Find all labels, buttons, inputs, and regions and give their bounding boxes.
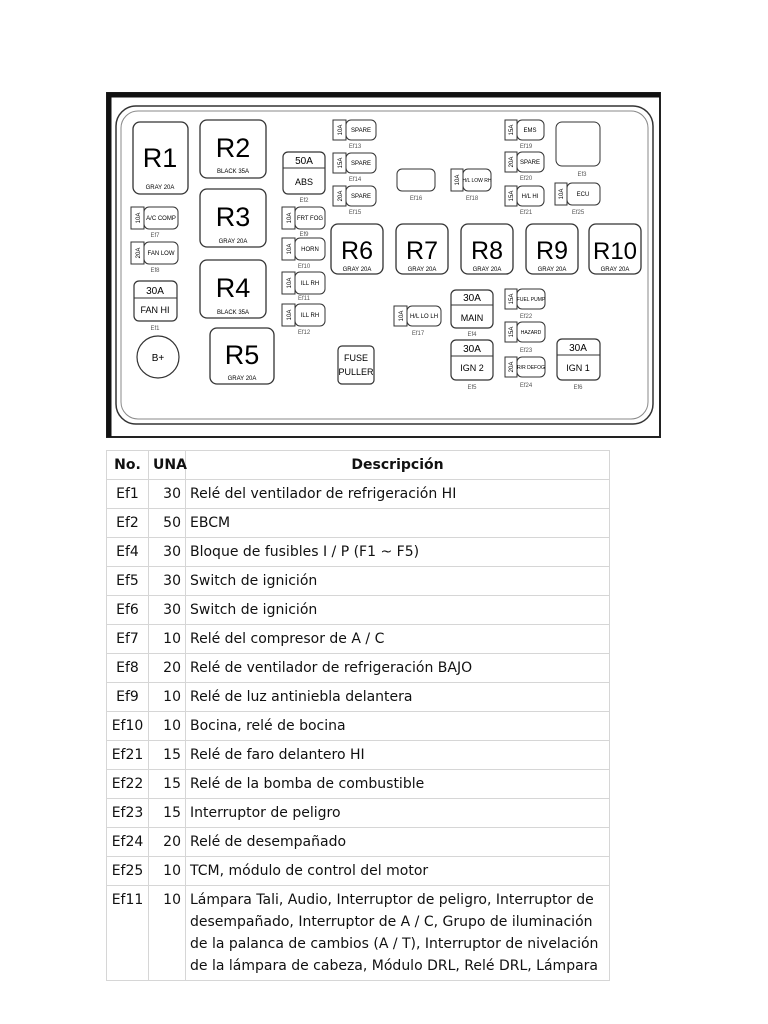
svg-text:Ef25: Ef25 xyxy=(571,210,585,216)
header-amp: UNA xyxy=(149,451,186,480)
svg-text:Ef6: Ef6 xyxy=(573,385,583,391)
table-row xyxy=(107,741,610,770)
cell-description: Relé de desempañado xyxy=(186,828,610,857)
table-row xyxy=(107,596,610,625)
svg-text:20A: 20A xyxy=(509,156,515,168)
table-row xyxy=(107,712,610,741)
svg-text:Ef14: Ef14 xyxy=(348,177,362,183)
cell-description: EBCM xyxy=(186,509,610,538)
svg-text:MAIN: MAIN xyxy=(460,313,484,323)
svg-text:H/L LOW RH: H/L LOW RH xyxy=(462,178,492,184)
cell-no: Ef4 xyxy=(107,538,149,567)
svg-text:ECU: ECU xyxy=(576,192,590,198)
svg-text:R2: R2 xyxy=(215,133,251,163)
table-row xyxy=(107,567,610,596)
svg-text:GRAY 20A: GRAY 20A xyxy=(472,267,502,273)
svg-text:10A: 10A xyxy=(287,277,293,289)
cell-description: Relé del compresor de A / C xyxy=(186,625,610,654)
svg-text:30A: 30A xyxy=(463,344,481,355)
svg-text:Ef10: Ef10 xyxy=(297,264,311,270)
cell-amp: 10 xyxy=(149,625,186,654)
svg-text:B+: B+ xyxy=(151,353,165,364)
table-row xyxy=(107,509,610,538)
cell-no: Ef6 xyxy=(107,596,149,625)
header-no: No. xyxy=(107,451,149,480)
svg-text:A/C COMP: A/C COMP xyxy=(146,216,176,222)
cell-no: Ef2 xyxy=(107,509,149,538)
svg-text:Ef19: Ef19 xyxy=(519,144,533,150)
cell-no: Ef7 xyxy=(107,625,149,654)
cell-amp: 15 xyxy=(149,770,186,799)
svg-text:10A: 10A xyxy=(287,243,293,255)
cell-no: Ef10 xyxy=(107,712,149,741)
svg-text:Ef11: Ef11 xyxy=(298,296,310,302)
svg-text:10A: 10A xyxy=(559,188,565,200)
svg-text:R4: R4 xyxy=(215,273,251,303)
svg-text:Ef17: Ef17 xyxy=(411,331,425,337)
cell-amp: 30 xyxy=(149,596,186,625)
relay-r10 xyxy=(589,224,641,274)
svg-text:GRAY 20A: GRAY 20A xyxy=(218,239,248,245)
cell-no: Ef5 xyxy=(107,567,149,596)
cell-description: Switch de ignición xyxy=(186,567,610,596)
relay-r9 xyxy=(526,224,578,274)
svg-text:10A: 10A xyxy=(399,310,405,322)
svg-text:FAN LOW: FAN LOW xyxy=(147,251,175,257)
svg-text:GRAY 20A: GRAY 20A xyxy=(600,267,630,273)
svg-text:R6: R6 xyxy=(341,237,373,265)
svg-text:Ef7: Ef7 xyxy=(150,233,160,239)
cell-amp: 30 xyxy=(149,567,186,596)
table-row xyxy=(107,770,610,799)
cell-amp: 20 xyxy=(149,654,186,683)
svg-text:Ef21: Ef21 xyxy=(519,210,533,216)
cell-no: Ef9 xyxy=(107,683,149,712)
svg-text:R10: R10 xyxy=(592,238,638,265)
svg-text:R5: R5 xyxy=(224,340,260,370)
svg-text:FAN HI: FAN HI xyxy=(140,305,170,315)
svg-text:50A: 50A xyxy=(295,156,313,167)
table-header-row xyxy=(107,451,610,480)
svg-text:30A: 30A xyxy=(569,343,587,354)
svg-text:GRAY 20A: GRAY 20A xyxy=(227,376,257,382)
table-row xyxy=(107,799,610,828)
svg-text:10A: 10A xyxy=(287,212,293,224)
svg-text:15A: 15A xyxy=(509,326,515,338)
svg-text:FUSE: FUSE xyxy=(343,353,369,363)
svg-text:GRAY 20A: GRAY 20A xyxy=(342,267,372,273)
svg-text:R/R DEFOG: R/R DEFOG xyxy=(517,365,545,371)
cell-description: Relé de luz antiniebla delantera xyxy=(186,683,610,712)
cell-amp: 30 xyxy=(149,538,186,567)
svg-text:PULLER: PULLER xyxy=(338,367,374,377)
cell-no: Ef1 xyxy=(107,480,149,509)
cell-amp: 10 xyxy=(149,857,186,886)
relay-r3 xyxy=(200,189,266,247)
cell-no: Ef22 xyxy=(107,770,149,799)
cell-description: Bocina, relé de bocina xyxy=(186,712,610,741)
cell-amp: 20 xyxy=(149,828,186,857)
svg-text:SPARE: SPARE xyxy=(351,194,371,200)
svg-text:10A: 10A xyxy=(287,309,293,321)
svg-text:Ef5: Ef5 xyxy=(467,385,477,391)
cell-no: Ef24 xyxy=(107,828,149,857)
svg-text:Ef2: Ef2 xyxy=(299,198,309,204)
svg-text:HAZARD: HAZARD xyxy=(520,330,542,336)
cell-amp: 10 xyxy=(149,712,186,741)
table-row xyxy=(107,480,610,509)
svg-text:Ef15: Ef15 xyxy=(348,210,362,216)
cell-amp: 10 xyxy=(149,683,186,712)
svg-text:R9: R9 xyxy=(536,237,568,265)
cell-amp: 50 xyxy=(149,509,186,538)
svg-text:GRAY 20A: GRAY 20A xyxy=(145,185,175,191)
svg-text:Ef12: Ef12 xyxy=(297,330,311,336)
svg-text:GRAY 20A: GRAY 20A xyxy=(407,267,437,273)
cell-description: Switch de ignición xyxy=(186,596,610,625)
svg-text:Ef1: Ef1 xyxy=(150,326,160,332)
cell-description: Relé de faro delantero HI xyxy=(186,741,610,770)
svg-text:ILL RH: ILL RH xyxy=(300,313,320,319)
cell-description: Interruptor de peligro xyxy=(186,799,610,828)
svg-text:20A: 20A xyxy=(136,247,142,259)
svg-text:Ef9: Ef9 xyxy=(299,232,309,238)
table-row xyxy=(107,654,610,683)
svg-text:R1: R1 xyxy=(142,143,178,173)
svg-text:SPARE: SPARE xyxy=(351,161,371,167)
relay-r8 xyxy=(461,224,513,274)
svg-text:IGN 1: IGN 1 xyxy=(566,363,590,373)
svg-text:Ef8: Ef8 xyxy=(150,268,160,274)
cell-description: Bloque de fusibles I / P (F1 ~ F5) xyxy=(186,538,610,567)
cell-amp: 10 xyxy=(149,886,186,981)
svg-text:H/L HI: H/L HI xyxy=(521,194,539,200)
relay-r1 xyxy=(133,122,188,194)
svg-text:BLACK 35A: BLACK 35A xyxy=(216,310,250,316)
svg-text:EMS: EMS xyxy=(523,128,537,134)
svg-text:Ef20: Ef20 xyxy=(519,176,533,182)
svg-text:10A: 10A xyxy=(455,174,461,186)
svg-text:IGN 2: IGN 2 xyxy=(460,363,484,373)
svg-text:Ef23: Ef23 xyxy=(519,348,533,354)
cell-no: Ef21 xyxy=(107,741,149,770)
relay-r5 xyxy=(210,328,274,384)
svg-text:15A: 15A xyxy=(509,124,515,136)
relay-r6 xyxy=(331,224,383,274)
cell-description: TCM, módulo de control del motor xyxy=(186,857,610,886)
table-row xyxy=(107,857,610,886)
svg-text:HORN: HORN xyxy=(301,247,319,253)
svg-text:ABS: ABS xyxy=(294,177,314,187)
cell-no: Ef23 xyxy=(107,799,149,828)
svg-text:Ef24: Ef24 xyxy=(519,383,533,389)
table-row xyxy=(107,828,610,857)
svg-text:10A: 10A xyxy=(136,212,142,224)
svg-text:Ef13: Ef13 xyxy=(348,144,362,150)
svg-text:R8: R8 xyxy=(471,237,503,265)
svg-text:FUEL PUMP: FUEL PUMP xyxy=(516,297,546,303)
svg-text:ILL RH: ILL RH xyxy=(300,281,320,287)
cell-no: Ef8 xyxy=(107,654,149,683)
fuse-box-diagram xyxy=(0,0,768,440)
header-description: Descripción xyxy=(186,451,610,480)
fuse-description-table xyxy=(106,450,610,981)
cell-amp: 15 xyxy=(149,741,186,770)
table-row xyxy=(107,683,610,712)
svg-text:GRAY 20A: GRAY 20A xyxy=(537,267,567,273)
svg-text:10A: 10A xyxy=(338,124,344,136)
cell-no: Ef11 xyxy=(107,886,149,981)
relay-r2 xyxy=(200,120,266,178)
battery-terminal xyxy=(137,336,179,378)
svg-text:30A: 30A xyxy=(146,286,164,297)
svg-text:R7: R7 xyxy=(406,237,438,265)
svg-text:Ef18: Ef18 xyxy=(465,196,479,202)
svg-text:H/L LO LH: H/L LO LH xyxy=(409,314,439,320)
table-row xyxy=(107,625,610,654)
svg-text:SPARE: SPARE xyxy=(520,160,540,166)
relay-r4 xyxy=(200,260,266,318)
cell-description: Relé de la bomba de combustible xyxy=(186,770,610,799)
svg-text:30A: 30A xyxy=(463,293,481,304)
svg-text:Ef4: Ef4 xyxy=(467,332,477,338)
relay-r7 xyxy=(396,224,448,274)
cell-description: Lámpara Tali, Audio, Interruptor de peligro, Interruptor de desempañado, Interruptor de A / C, Grupo de iluminación de la palanca de cambios (A / T), Interruptor de nivelación de la lámpara de cabeza, Módulo DRL, Relé DRL, Lámpara xyxy=(186,886,610,981)
svg-text:20A: 20A xyxy=(338,190,344,202)
cell-amp: 15 xyxy=(149,799,186,828)
svg-text:20A: 20A xyxy=(509,361,515,373)
cell-description: Relé del ventilador de refrigeración HI xyxy=(186,480,610,509)
svg-text:Ef16: Ef16 xyxy=(409,196,423,202)
svg-text:R3: R3 xyxy=(215,202,251,232)
fuse-puller xyxy=(338,346,374,384)
cell-amp: 30 xyxy=(149,480,186,509)
svg-text:SPARE: SPARE xyxy=(351,128,371,134)
cell-description: Relé de ventilador de refrigeración BAJO xyxy=(186,654,610,683)
table-row xyxy=(107,538,610,567)
svg-text:Ef3: Ef3 xyxy=(577,172,587,178)
svg-text:BLACK 35A: BLACK 35A xyxy=(216,169,250,175)
cell-no: Ef25 xyxy=(107,857,149,886)
svg-text:15A: 15A xyxy=(338,157,344,169)
svg-text:15A: 15A xyxy=(509,190,515,202)
svg-text:Ef22: Ef22 xyxy=(519,314,533,320)
svg-text:15A: 15A xyxy=(509,293,515,305)
table-row xyxy=(107,886,610,981)
svg-text:FRT FOG: FRT FOG xyxy=(296,216,324,222)
